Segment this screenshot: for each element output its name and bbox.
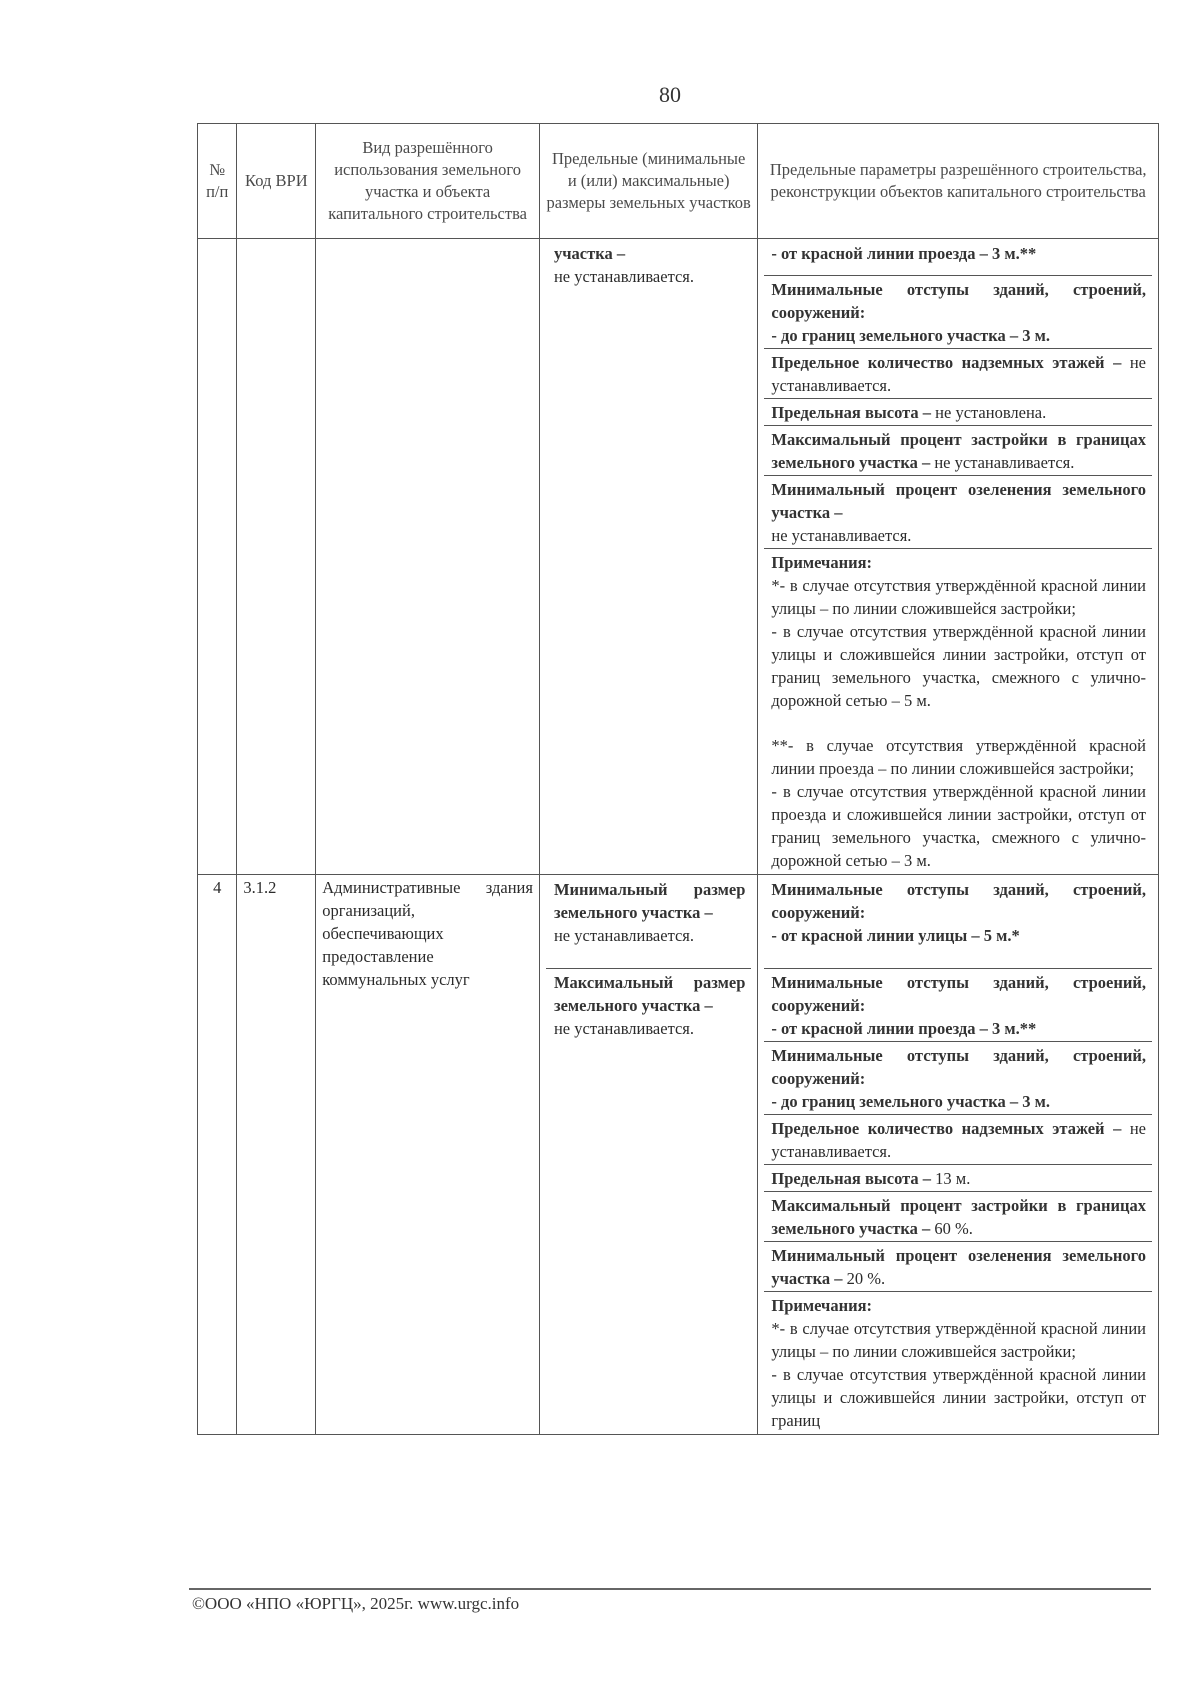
header-code: Код ВРИ (237, 124, 316, 239)
cell-code (237, 239, 316, 875)
note-text: - в случае отсутствия утверждённой красной линии улицы и сложившейся линии застройки, отступ от границ земельного участка, смежного с улично-дорожной сетью – 5 м. (771, 622, 1146, 710)
param-block (764, 1192, 1152, 1242)
cell-code: 3.1.2 (237, 875, 316, 1435)
param-text: - от красной линии улицы – 5 м.* (771, 926, 1020, 945)
notes-block (764, 1292, 1152, 1433)
cell-size (539, 239, 757, 875)
page-number: 80 (659, 82, 681, 107)
param-text: не устанавливается. (930, 453, 1075, 472)
table-row-4 (198, 875, 1159, 1435)
param-text: - от красной линии проезда – 3 м.** (771, 1019, 1037, 1038)
size-value: не устанавливается. (553, 1019, 695, 1038)
param-text: - до границ земельного участка – 3 м. (771, 326, 1050, 345)
param-block (764, 240, 1152, 276)
param-label: Предельное количество надземных этажей – (771, 353, 1122, 372)
note-text: - в случае отсутствия утверждённой красной линии проезда и сложившейся линии застройки, отступ от границ земельного участка, смежного с улично-дорожной сетью – 3 м. (771, 782, 1146, 870)
cell-params (758, 239, 1159, 875)
note-text: *- в случае отсутствия утверждённой красной линии улицы – по линии сложившейся застройки; (771, 576, 1146, 618)
land-use-table (197, 123, 1159, 1435)
param-block (764, 876, 1152, 969)
param-label: Минимальный процент озеленения земельного участка – (771, 1246, 1146, 1288)
notes-title: Примечания: (771, 1296, 873, 1315)
table-header-row (198, 124, 1159, 239)
param-block (764, 476, 1152, 549)
param-label: Предельное количество надземных этажей – (771, 1119, 1122, 1138)
notes-block (764, 549, 1152, 873)
table-row-continued (198, 239, 1159, 875)
param-block (764, 276, 1152, 349)
param-text: - от красной линии проезда – 3 м.** (771, 244, 1037, 263)
header-size: Предельные (минимальные и (или) максимальные) размеры земельных участков (539, 124, 757, 239)
cell-vri (316, 239, 540, 875)
size-value: не устанавливается. (553, 267, 695, 286)
header-vri: Вид разрешённого использования земельного участка и объекта капитального строительства (316, 124, 540, 239)
cell-number (198, 239, 237, 875)
param-label: Минимальные отступы зданий, строений, сооружений: (771, 1046, 1146, 1088)
param-text: 20 %. (842, 1269, 886, 1288)
param-block (764, 1115, 1152, 1165)
param-text: - до границ земельного участка – 3 м. (771, 1092, 1050, 1111)
header-number: № п/п (198, 124, 237, 239)
size-value: не устанавливается. (553, 926, 695, 945)
cell-vri: Административные здания организаций, обеспечивающих предоставление коммунальных услуг (316, 875, 540, 1435)
param-block (764, 1242, 1152, 1292)
note-text: *- в случае отсутствия утверждённой красной линии улицы – по линии сложившейся застройки; (771, 1319, 1146, 1361)
param-text: не устанавливается. (771, 526, 912, 545)
footer-copyright: ©ООО «НПО «ЮРГЦ», 2025г. www.urgc.info (192, 1594, 520, 1613)
param-block (764, 969, 1152, 1042)
footer-divider (189, 1588, 1151, 1590)
param-label: Предельная высота – (771, 403, 932, 422)
param-text: 13 м. (931, 1169, 971, 1188)
param-text: 60 %. (930, 1219, 973, 1238)
param-label: Минимальные отступы зданий, строений, сооружений: (771, 880, 1146, 922)
cell-params (758, 875, 1159, 1435)
param-label: Максимальный процент застройки в границах земельного участка – (771, 430, 1146, 472)
param-text: не установлена. (931, 403, 1047, 422)
size-label: участка – (553, 244, 626, 263)
note-text: **- в случае отсутствия утверждённой красной линии проезда – по линии сложившейся застройки; (771, 736, 1146, 778)
note-text: - в случае отсутствия утверждённой красной линии улицы и сложившейся линии застройки, отступ от границ (771, 1365, 1146, 1430)
size-label: Максимальный размер земельного участка – (553, 973, 746, 1015)
param-text: не устанавливается. (771, 1119, 1146, 1161)
param-label: Минимальный процент озеленения земельного участка – (771, 480, 1146, 522)
notes-title: Примечания: (771, 553, 873, 572)
cell-size (539, 875, 757, 1435)
param-block (764, 349, 1152, 399)
param-label: Предельная высота – (771, 1169, 932, 1188)
param-text: не устанавливается. (771, 353, 1146, 395)
param-label: Минимальные отступы зданий, строений, сооружений: (771, 973, 1146, 1015)
param-block (764, 1042, 1152, 1115)
param-label: Минимальные отступы зданий, строений, сооружений: (771, 280, 1146, 322)
param-block (764, 399, 1152, 426)
param-label: Максимальный процент застройки в границах земельного участка – (771, 1196, 1146, 1238)
size-label: Минимальный размер земельного участка – (553, 880, 746, 922)
header-params: Предельные параметры разрешённого строительства, реконструкции объектов капитального строительства (758, 124, 1159, 239)
cell-number: 4 (198, 875, 237, 1435)
param-block (764, 1165, 1152, 1192)
param-block (764, 426, 1152, 476)
